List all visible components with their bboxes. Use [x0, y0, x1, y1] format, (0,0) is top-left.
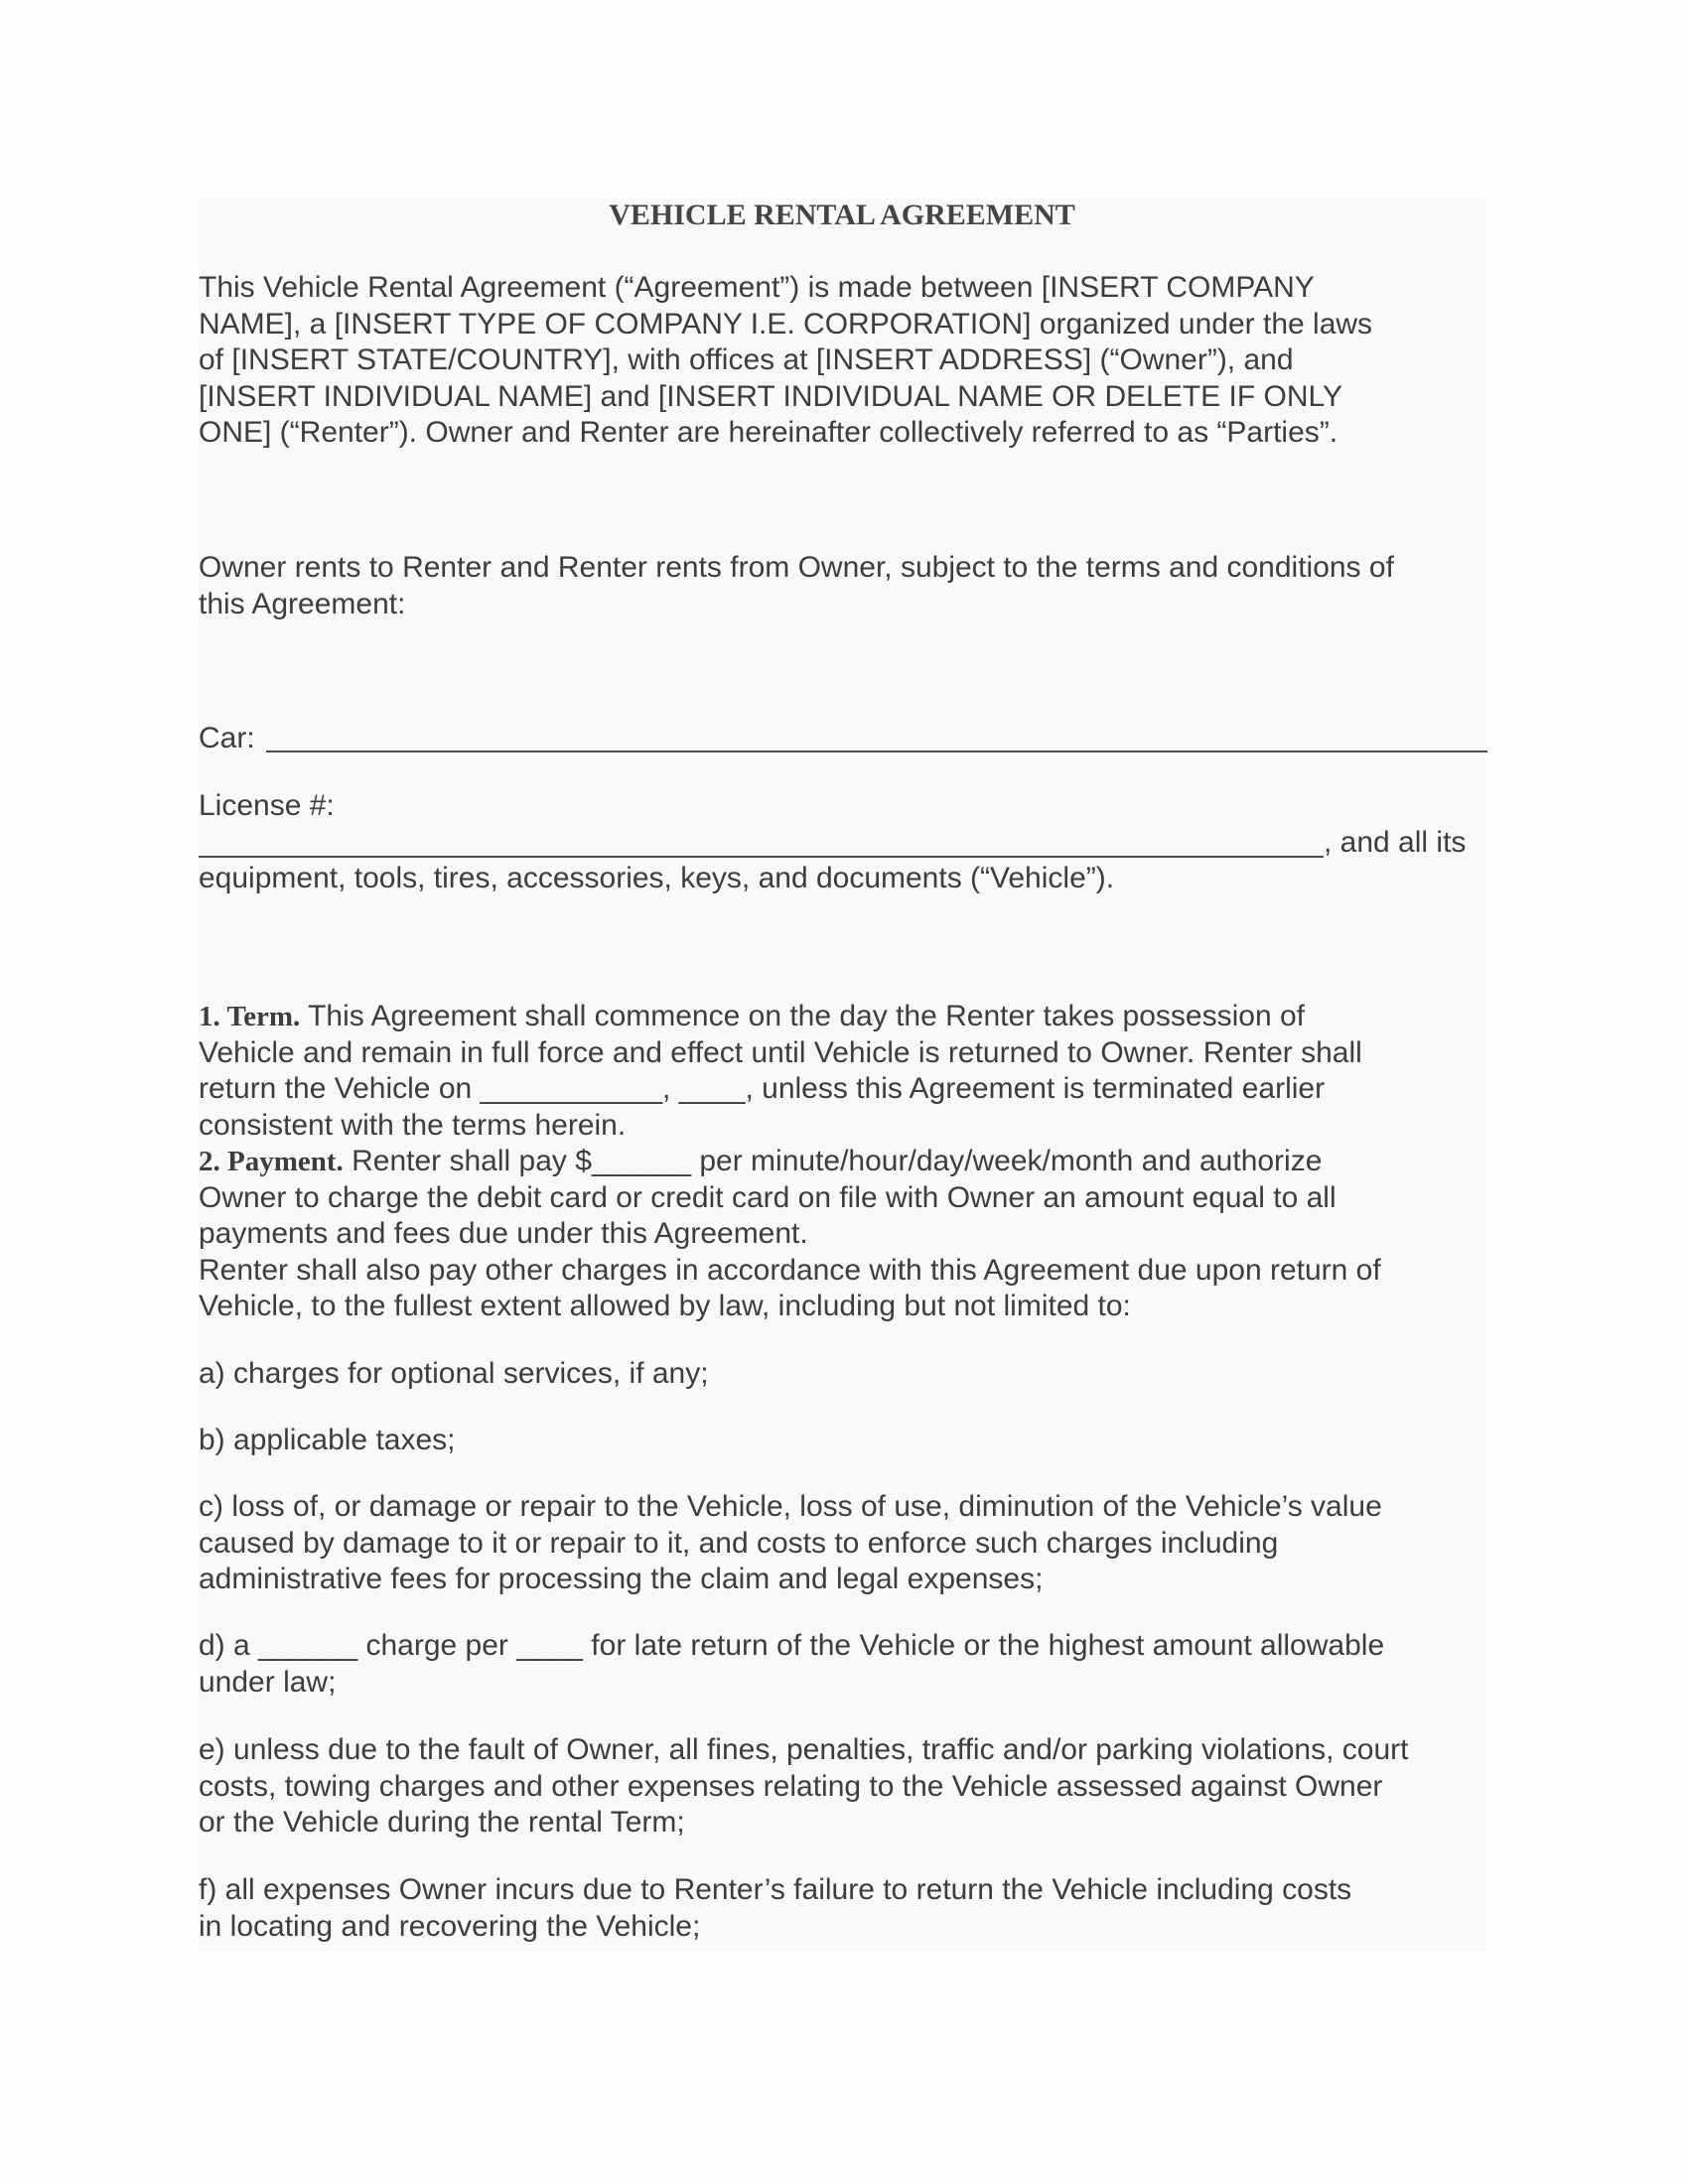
charge-line: c) loss of, or damage or repair to the Vehicle, loss of use, diminution of the Vehicle’s value: [199, 1490, 1382, 1523]
payment-line: payments and fees due under this Agreement.: [199, 1217, 808, 1250]
intro-paragraph: [199, 270, 1489, 452]
payment-line: Owner to charge the debit card or credit card on file with Owner an amount equal to all: [199, 1180, 1336, 1214]
charge-item-a: [199, 1356, 1489, 1393]
license-blank-line: [199, 856, 1324, 858]
license-tail: , and all its: [1324, 826, 1467, 859]
rents-line: this Agreement:: [199, 587, 406, 620]
charge-line: administrative fees for processing the claim and legal expenses;: [199, 1563, 1044, 1595]
term-first-line: This Agreement shall commence on the day the Renter takes possession of: [300, 1000, 1305, 1032]
intro-line: ONE] (“Renter”). Owner and Renter are hereinafter collectively referred to as “Parties”.: [199, 416, 1338, 449]
charge-line: a) charges for optional services, if any;: [199, 1357, 709, 1390]
car-label: Car:: [199, 722, 255, 754]
charge-line: d) a ______ charge per ____ for late return of the Vehicle or the highest amount allowable: [199, 1629, 1385, 1662]
payment-heading: 2. Payment.: [199, 1146, 344, 1177]
payment-line: Renter shall also pay other charges in accordance with this Agreement due upon return of: [199, 1253, 1381, 1287]
document-title: VEHICLE RENTAL AGREEMENT: [609, 199, 1075, 231]
term-heading: 1. Term.: [199, 1001, 301, 1032]
rents-line: Owner rents to Renter and Renter rents from Owner, subject to the terms and conditions of: [199, 551, 1394, 584]
rents-paragraph: [199, 550, 1489, 622]
intro-line: NAME], a [INSERT TYPE OF COMPANY I.E. CORPORATION] organized under the laws: [199, 307, 1373, 341]
vehicle-definition-text: equipment, tools, tires, accessories, keys, and documents (“Vehicle”).: [199, 862, 1115, 894]
charge-item-c: [199, 1489, 1489, 1598]
charge-line: or the Vehicle during the rental Term;: [199, 1806, 685, 1839]
charge-line: under law;: [199, 1665, 337, 1699]
charge-line: f) all expenses Owner incurs due to Renter’s failure to return the Vehicle including costs: [199, 1873, 1352, 1906]
vehicle-definition: [199, 861, 1489, 897]
charge-line: costs, towing charges and other expenses relating to the Vehicle assessed against Owner: [199, 1769, 1383, 1803]
charge-item-d: [199, 1628, 1489, 1701]
term-line: consistent with the terms herein.: [199, 1108, 627, 1142]
charge-item-f: [199, 1872, 1489, 1945]
charge-line: b) applicable taxes;: [199, 1424, 456, 1456]
charge-item-b: [199, 1423, 1489, 1459]
license-label: License #:: [199, 789, 335, 822]
term-section: [199, 999, 1489, 1144]
payment-line: Vehicle, to the fullest extent allowed by law, including but not limited to:: [199, 1290, 1131, 1322]
car-blank-line: [266, 751, 1487, 752]
term-line: return the Vehicle on ___________, ____, unless this Agreement is terminated earlier: [199, 1072, 1326, 1105]
intro-line: [INSERT INDIVIDUAL NAME] and [INSERT INDIVIDUAL NAME OR DELETE IF ONLY: [199, 379, 1342, 413]
intro-line: This Vehicle Rental Agreement (“Agreement”) is made between [INSERT COMPANY: [199, 271, 1315, 304]
license-label-line: [199, 788, 1489, 825]
charge-line: caused by damage to it or repair to it, and costs to enforce such charges including: [199, 1526, 1279, 1560]
payment-first-line: Renter shall pay $______ per minute/hour/day/week/month and authorize: [343, 1145, 1323, 1177]
charge-item-e: [199, 1732, 1489, 1842]
payment-section: [199, 1144, 1489, 1325]
charge-line: e) unless due to the fault of Owner, all fines, penalties, traffic and/or parking violations, court: [199, 1733, 1409, 1766]
intro-line: of [INSERT STATE/COUNTRY], with offices at [INSERT ADDRESS] (“Owner”), and: [199, 343, 1294, 376]
term-line: Vehicle and remain in full force and effect until Vehicle is returned to Owner. Renter shall: [199, 1035, 1362, 1069]
charge-line: in locating and recovering the Vehicle;: [199, 1909, 701, 1943]
